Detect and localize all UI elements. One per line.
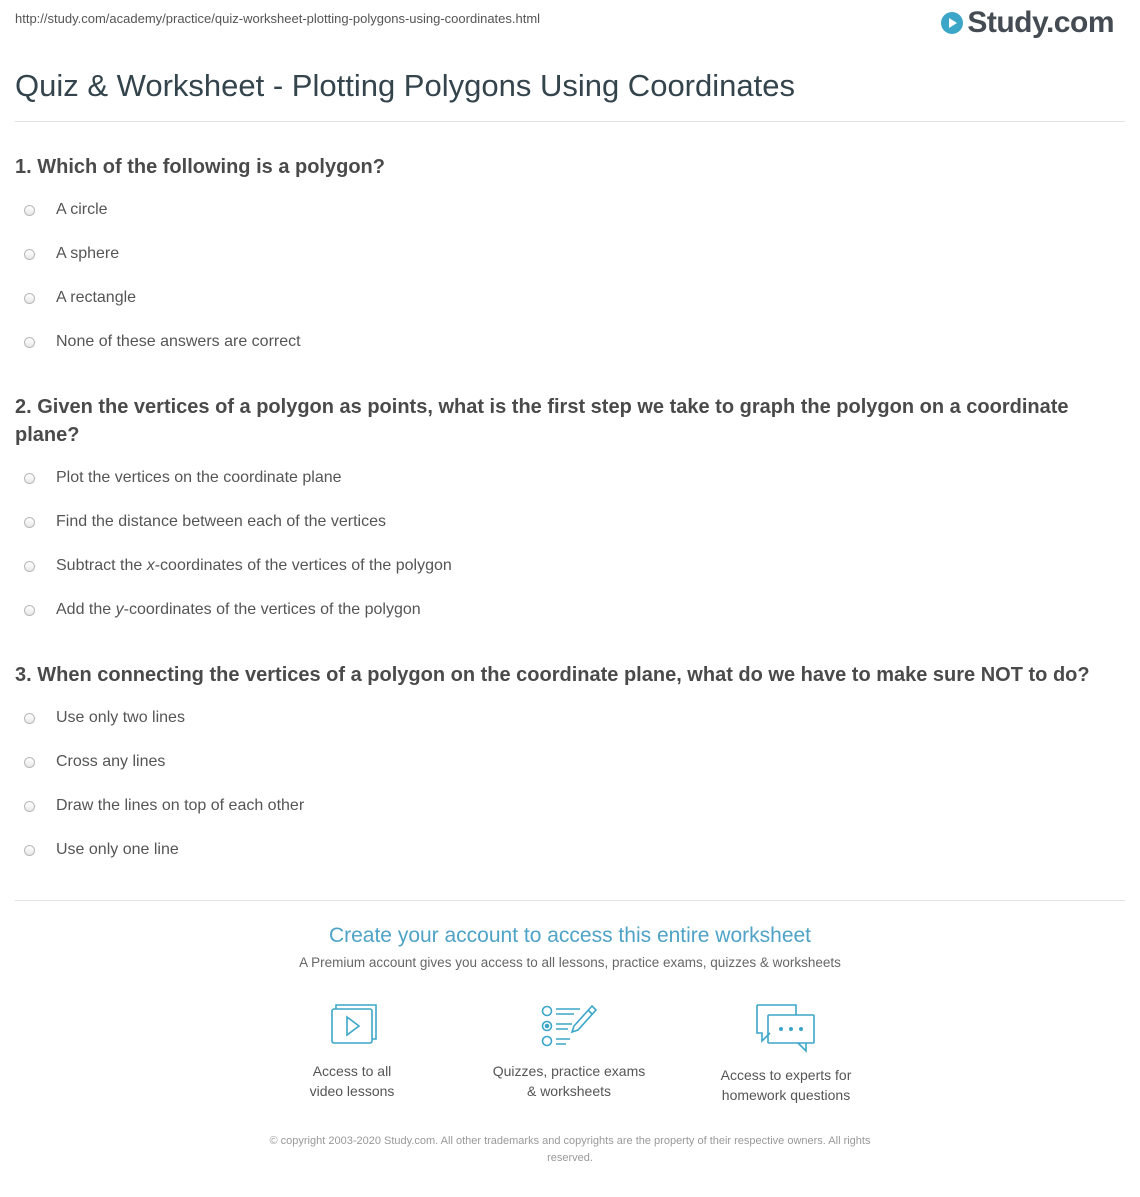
option-text: Add the (56, 601, 116, 618)
signup-cta (0, 924, 1140, 970)
feature-label-line: video lessons (309, 1083, 395, 1099)
option-label (56, 557, 452, 575)
option-label (56, 601, 421, 619)
option-label: Find the distance between each of the vertices (56, 513, 386, 530)
study-logo[interactable] (940, 6, 1114, 40)
logo-text: Study.com (967, 6, 1114, 39)
radio-button[interactable] (24, 713, 35, 724)
answer-option[interactable] (15, 696, 1125, 740)
radio-button[interactable] (24, 473, 35, 484)
question-3 (15, 661, 1125, 872)
answer-option[interactable] (15, 232, 1125, 276)
question-2 (15, 393, 1125, 632)
radio-button[interactable] (24, 845, 35, 856)
answer-option[interactable] (15, 544, 1125, 588)
feature-label-line: homework questions (721, 1087, 851, 1103)
option-label: Use only one line (56, 841, 179, 858)
question-text: 3. When connecting the vertices of a polygon on the coordinate plane, what do we have to make sure NOT to do? (15, 664, 1090, 686)
question-text: 1. Which of the following is a polygon? (15, 156, 385, 178)
footer-line: reserved. (547, 1152, 593, 1164)
option-label: Cross any lines (56, 753, 166, 770)
play-logo-icon (940, 11, 964, 35)
option-text: -coordinates of the vertices of the polygon (154, 557, 452, 574)
page-title: Quiz & Worksheet - Plotting Polygons Using Coordinates (15, 68, 795, 103)
option-label: A sphere (56, 245, 120, 262)
answer-option[interactable] (15, 456, 1125, 500)
feature-video-lessons (252, 1003, 452, 1101)
answer-option[interactable] (15, 320, 1125, 364)
answer-option[interactable] (15, 588, 1125, 632)
radio-button[interactable] (24, 205, 35, 216)
divider (15, 900, 1125, 901)
cta-title[interactable]: Create your account to access this entire worksheet (328, 924, 812, 947)
option-label: A rectangle (56, 289, 137, 306)
feature-label-line: & worksheets (526, 1083, 612, 1099)
option-text: Subtract the (56, 557, 147, 574)
option-label: Draw the lines on top of each other (56, 797, 305, 814)
radio-button[interactable] (24, 801, 35, 812)
footer-line: © copyright 2003-2020 Study.com. All other trademarks and copyrights are the property of their respective owners. All rights (269, 1135, 871, 1147)
option-label: None of these answers are correct (56, 333, 301, 350)
option-label: Use only two lines (56, 709, 185, 726)
page-url: http://study.com/academy/practice/quiz-worksheet-plotting-polygons-using-coordinates.html (15, 11, 541, 26)
radio-button[interactable] (24, 757, 35, 768)
answer-option[interactable] (15, 188, 1125, 232)
video-lessons-icon (326, 1003, 378, 1049)
radio-button[interactable] (24, 249, 35, 260)
cta-subtitle: A Premium account gives you access to all lessons, practice exams, quizzes & worksheets (299, 955, 841, 970)
feature-experts (686, 1003, 886, 1105)
copyright-footer (210, 1133, 930, 1167)
feature-quizzes (469, 1003, 669, 1101)
option-variable: x (146, 557, 155, 574)
feature-label-line: Quizzes, practice exams (492, 1063, 646, 1079)
radio-button[interactable] (24, 293, 35, 304)
answer-option[interactable] (15, 500, 1125, 544)
feature-label-line: Access to all (312, 1063, 392, 1079)
radio-button[interactable] (24, 605, 35, 616)
feature-label-line: Access to experts for (720, 1067, 852, 1083)
option-text: -coordinates of the vertices of the polygon (123, 601, 421, 618)
answer-option[interactable] (15, 828, 1125, 872)
question-1 (15, 153, 1125, 364)
answer-option[interactable] (15, 740, 1125, 784)
chat-experts-icon (754, 1003, 818, 1053)
option-label: Plot the vertices on the coordinate plane (56, 469, 342, 486)
option-variable: y (115, 601, 124, 618)
quiz-checklist-icon (540, 1003, 598, 1049)
answer-option[interactable] (15, 276, 1125, 320)
radio-button[interactable] (24, 561, 35, 572)
question-text: 2. Given the vertices of a polygon as points, what is the first step we take to graph the polygon on a coordinate plane? (15, 396, 1069, 446)
radio-button[interactable] (24, 337, 35, 348)
option-label: A circle (56, 201, 108, 218)
answer-option[interactable] (15, 784, 1125, 828)
divider (15, 121, 1125, 122)
radio-button[interactable] (24, 517, 35, 528)
